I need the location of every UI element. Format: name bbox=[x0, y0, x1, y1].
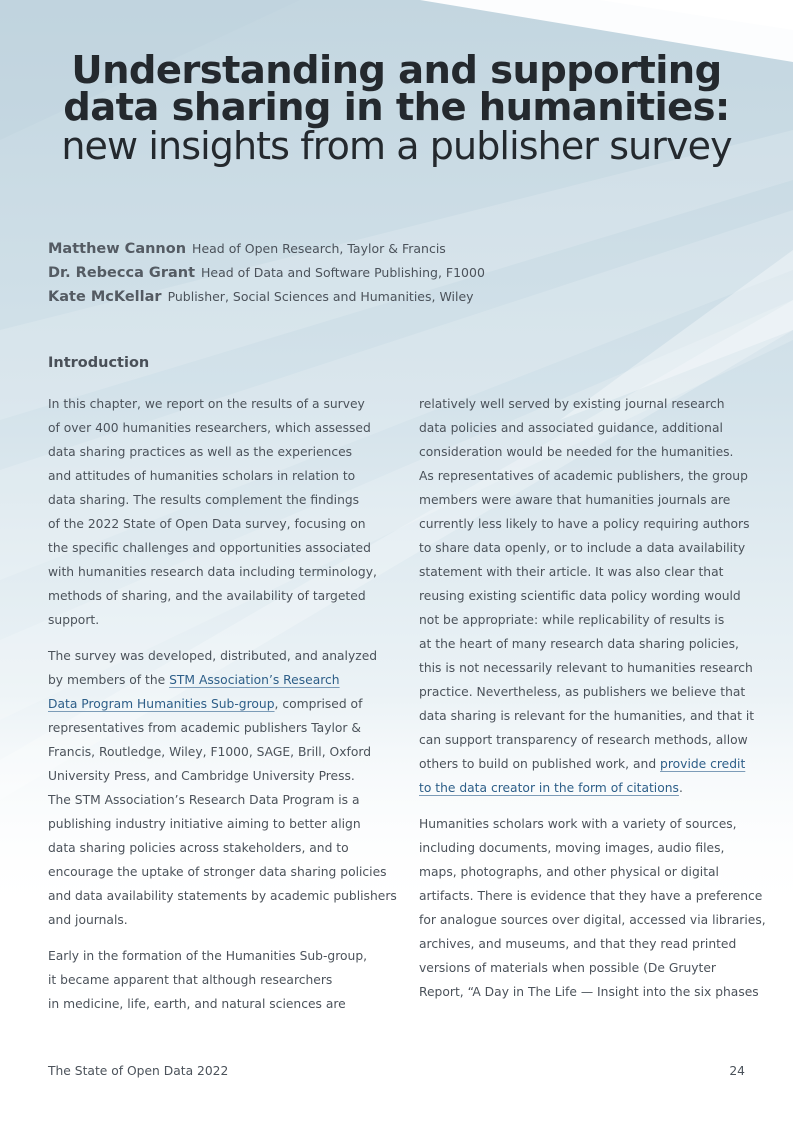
text-line: representatives from academic publishers Taylor & bbox=[48, 721, 361, 735]
text-line: not be appropriate: while replicability of results is bbox=[419, 613, 725, 627]
author-name: Kate McKellar bbox=[48, 289, 162, 305]
author-entry bbox=[48, 236, 485, 260]
text-line: can support transparency of research methods, allow bbox=[419, 733, 748, 747]
text-line: to share data openly, or to include a data availability bbox=[419, 541, 746, 555]
text-line: to the data creator in the form of citations. bbox=[419, 781, 683, 795]
text-line: of the 2022 State of Open Data survey, focusing on bbox=[48, 517, 366, 531]
author-entry bbox=[48, 284, 485, 308]
text-line: publishing industry initiative aiming to better align bbox=[48, 817, 361, 831]
text-line: with humanities research data including terminology, bbox=[48, 565, 377, 579]
text-line: In this chapter, we report on the results of a survey bbox=[48, 397, 365, 411]
paragraph bbox=[419, 392, 759, 800]
author-role: Publisher, Social Sciences and Humanities, Wiley bbox=[167, 289, 474, 304]
text-line: methods of sharing, and the availability of targeted bbox=[48, 589, 366, 603]
text-line: artifacts. There is evidence that they have a preference bbox=[419, 889, 763, 903]
author-role: Head of Open Research, Taylor & Francis bbox=[192, 241, 446, 256]
section-heading: Introduction bbox=[48, 355, 150, 371]
text-line: and journals. bbox=[48, 913, 128, 927]
provide-credit-link[interactable]: to the data creator in the form of citations bbox=[419, 781, 679, 795]
left-column bbox=[48, 392, 397, 1016]
text-line: currently less likely to have a policy requiring authors bbox=[419, 517, 750, 531]
author-name: Dr. Rebecca Grant bbox=[48, 265, 196, 281]
right-column bbox=[419, 392, 766, 1004]
text-line: University Press, and Cambridge University Press. bbox=[48, 769, 355, 783]
text-line: practice. Nevertheless, as publishers we believe that bbox=[419, 685, 746, 699]
text-line: As representatives of academic publishers, the group bbox=[419, 469, 748, 483]
text-line: Humanities scholars work with a variety of sources, bbox=[419, 817, 737, 831]
author-name: Matthew Cannon bbox=[48, 241, 187, 257]
text-line: The survey was developed, distributed, and analyzed bbox=[48, 649, 378, 663]
title-line-1: Understanding and supporting bbox=[71, 48, 722, 93]
author-role: Head of Data and Software Publishing, F1000 bbox=[201, 265, 485, 280]
author-list bbox=[48, 236, 485, 308]
text-line: maps, photographs, and other physical or digital bbox=[419, 865, 719, 879]
text-line: Report, “A Day in The Life — Insight into the six phases bbox=[419, 985, 759, 999]
text-line: it became apparent that although researchers bbox=[48, 973, 333, 987]
text-line: versions of materials when possible (De Gruyter bbox=[419, 961, 716, 975]
document-title bbox=[0, 48, 793, 168]
stm-research-data-program-link[interactable]: STM Association’s Research bbox=[169, 673, 340, 687]
text-line: archives, and museums, and that they read printed bbox=[419, 937, 737, 951]
provide-credit-link[interactable]: provide credit bbox=[660, 757, 746, 771]
text-line: by members of the STM Association’s Research bbox=[48, 673, 340, 687]
text-line: for analogue sources over digital, accessed via libraries, bbox=[419, 913, 766, 927]
text-line: including documents, moving images, audio files, bbox=[419, 841, 725, 855]
text-line: others to build on published work, and provide credit bbox=[419, 757, 746, 771]
text-line: Early in the formation of the Humanities Sub-group, bbox=[48, 949, 368, 963]
text-line: at the heart of many research data sharing policies, bbox=[419, 637, 739, 651]
paragraph bbox=[48, 644, 397, 932]
text-line: consideration would be needed for the humanities. bbox=[419, 445, 734, 459]
text-line: relatively well served by existing journal research bbox=[419, 397, 725, 411]
stm-research-data-program-link[interactable]: Data Program Humanities Sub-group bbox=[48, 697, 275, 711]
text-line: members were aware that humanities journals are bbox=[419, 493, 731, 507]
footer-publication-title: The State of Open Data 2022 bbox=[48, 1064, 229, 1078]
text-line: data sharing is relevant for the humanities, and that it bbox=[419, 709, 755, 723]
text-line: this is not necessarily relevant to humanities research bbox=[419, 661, 753, 675]
text-line: data sharing practices as well as the experiences bbox=[48, 445, 353, 459]
text-line: The STM Association’s Research Data Program is a bbox=[48, 793, 360, 807]
title-line-2: data sharing in the humanities: bbox=[63, 85, 730, 130]
text-line: data policies and associated guidance, additional bbox=[419, 421, 723, 435]
text-line: reusing existing scientific data policy wording would bbox=[419, 589, 741, 603]
paragraph bbox=[48, 944, 378, 1016]
text-line: in medicine, life, earth, and natural sciences are bbox=[48, 997, 346, 1011]
text-line: and data availability statements by academic publishers bbox=[48, 889, 397, 903]
text-line: encourage the uptake of stronger data sharing policies bbox=[48, 865, 387, 879]
text-line: the specific challenges and opportunities associated bbox=[48, 541, 371, 555]
author-entry bbox=[48, 260, 485, 284]
text-line: and attitudes of humanities scholars in relation to bbox=[48, 469, 356, 483]
text-line: Data Program Humanities Sub-group, comprised of bbox=[48, 697, 363, 711]
text-line: of over 400 humanities researchers, which assessed bbox=[48, 421, 371, 435]
text-line: support. bbox=[48, 613, 100, 627]
text-line: data sharing policies across stakeholders, and to bbox=[48, 841, 349, 855]
paragraph bbox=[419, 812, 766, 1004]
text-line: Francis, Routledge, Wiley, F1000, SAGE, Brill, Oxford bbox=[48, 745, 371, 759]
text-line: data sharing. The results complement the findings bbox=[48, 493, 360, 507]
title-subtitle: new insights from a publisher survey bbox=[61, 124, 732, 168]
text-line: statement with their article. It was also clear that bbox=[419, 565, 724, 579]
paragraph bbox=[48, 392, 378, 632]
page-number: 24 bbox=[729, 1064, 745, 1078]
